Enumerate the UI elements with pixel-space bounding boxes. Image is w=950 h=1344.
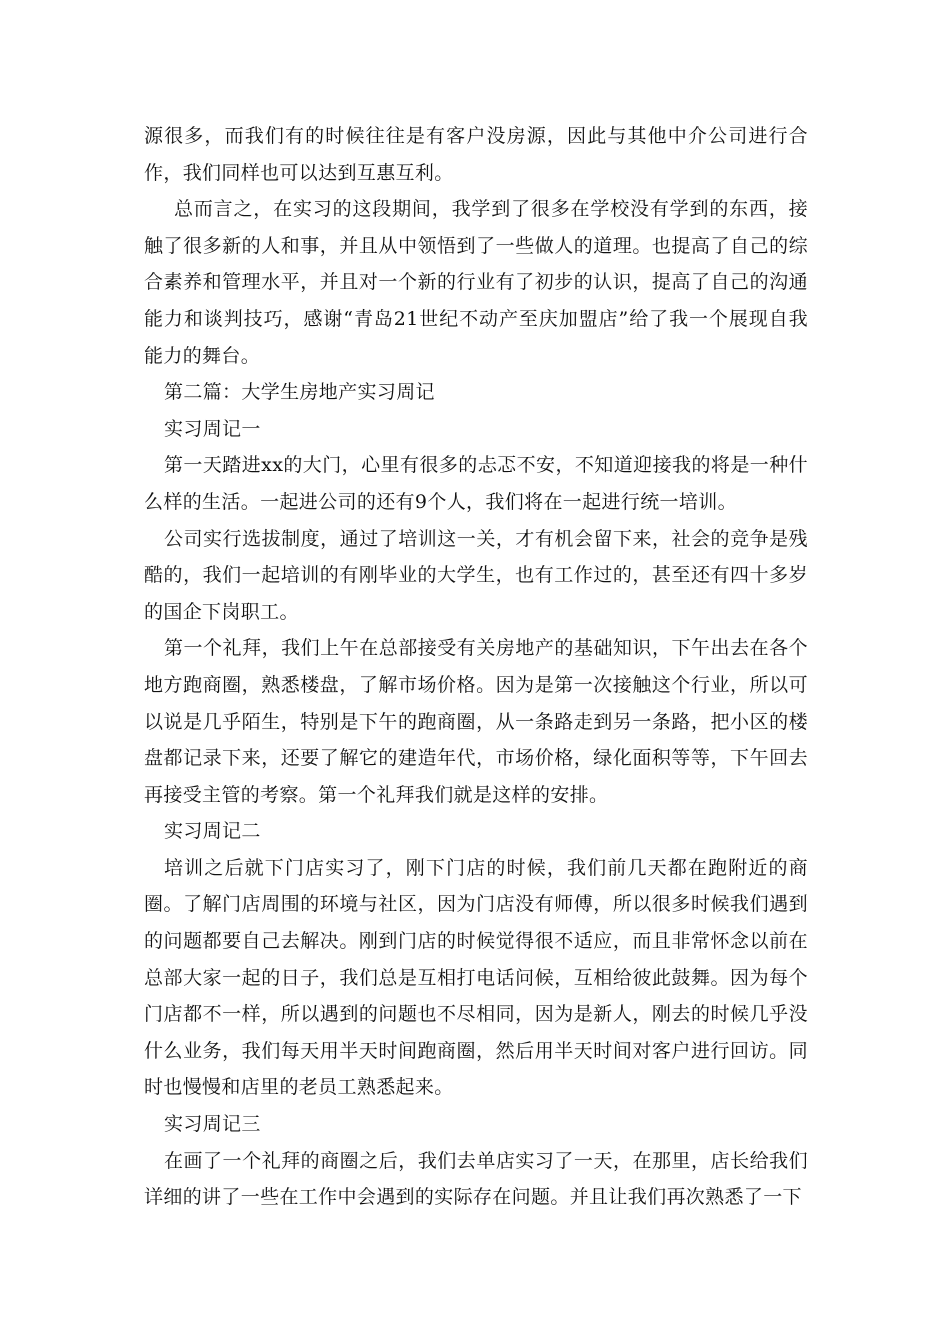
journal-heading-2: 实习周记二 bbox=[164, 820, 261, 843]
journal-heading-3: 实习周记三 bbox=[164, 1113, 261, 1136]
paragraph: 第一个礼拜，我们上午在总部接受有关房地产的基础知识，下午出去在各个地方跑商圈，熟悉楼盘，了解市场价格。因为是第一次接触这个行业，所以可以说是几乎陌生，特别是下午的跑商圈，从一条路走到另一条路，把小区的楼盘都记录下来，还要了解它的建造年代，市场价格，绿化面积等等，下午回去再接受主管的考察。第一个礼拜我们就是这样的安排。 bbox=[144, 637, 808, 806]
paragraph: 公司实行选拔制度，通过了培训这一关，才有机会留下来，社会的竞争是残酷的，我们一起培训的有刚毕业的大学生，也有工作过的，甚至还有四十多岁的国企下岗职工。 bbox=[144, 527, 808, 623]
paragraph: 在画了一个礼拜的商圈之后，我们去单店实习了一天，在那里，店长给我们详细的讲了一些在工作中会遇到的实际存在问题。并且让我们再次熟悉了一下 bbox=[144, 1149, 808, 1209]
paragraph-continued: 源很多，而我们有的时候往往是有客户没房源，因此与其他中介公司进行合作，我们同样也可以达到互惠互利。 bbox=[144, 125, 808, 184]
paragraph-summary: 总而言之，在实习的这段期间，我学到了很多在学校没有学到的东西，接触了很多新的人和事，并且从中领悟到了一些做人的道理。也提高了自己的综合素养和管理水平，并且对一个新的行业有了初步的认识，提高了自己的沟通能力和谈判技巧，感谢“青岛21世纪不动产至庆加盟店”给了我一个展现自我能力的舞台。 bbox=[144, 198, 808, 367]
paragraph: 培训之后就下门店实习了，刚下门店的时候，我们前几天都在跑附近的商圈。了解门店周围的环境与社区，因为门店没有师傅，所以很多时候我们遇到的问题都要自己去解决。刚到门店的时候觉得很不适应，而且非常怀念以前在总部大家一起的日子，我们总是互相打电话问候，互相给彼此鼓舞。因为每个门店都不一样，所以遇到的问题也不尽相同，因为是新人，刚去的时候几乎没什么业务，我们每天用半天时间跑商圈，然后用半天时间对客户进行回访。同时也慢慢和店里的老员工熟悉起来。 bbox=[144, 856, 808, 1099]
document-body bbox=[144, 118, 808, 1216]
journal-heading-1: 实习周记一 bbox=[164, 417, 261, 440]
paragraph: 第一天踏进xx的大门，心里有很多的忐忑不安，不知道迎接我的将是一种什么样的生活。一起进公司的还有9个人，我们将在一起进行统一培训。 bbox=[144, 454, 808, 513]
section-title: 第二篇：大学生房地产实习周记 bbox=[164, 381, 435, 404]
